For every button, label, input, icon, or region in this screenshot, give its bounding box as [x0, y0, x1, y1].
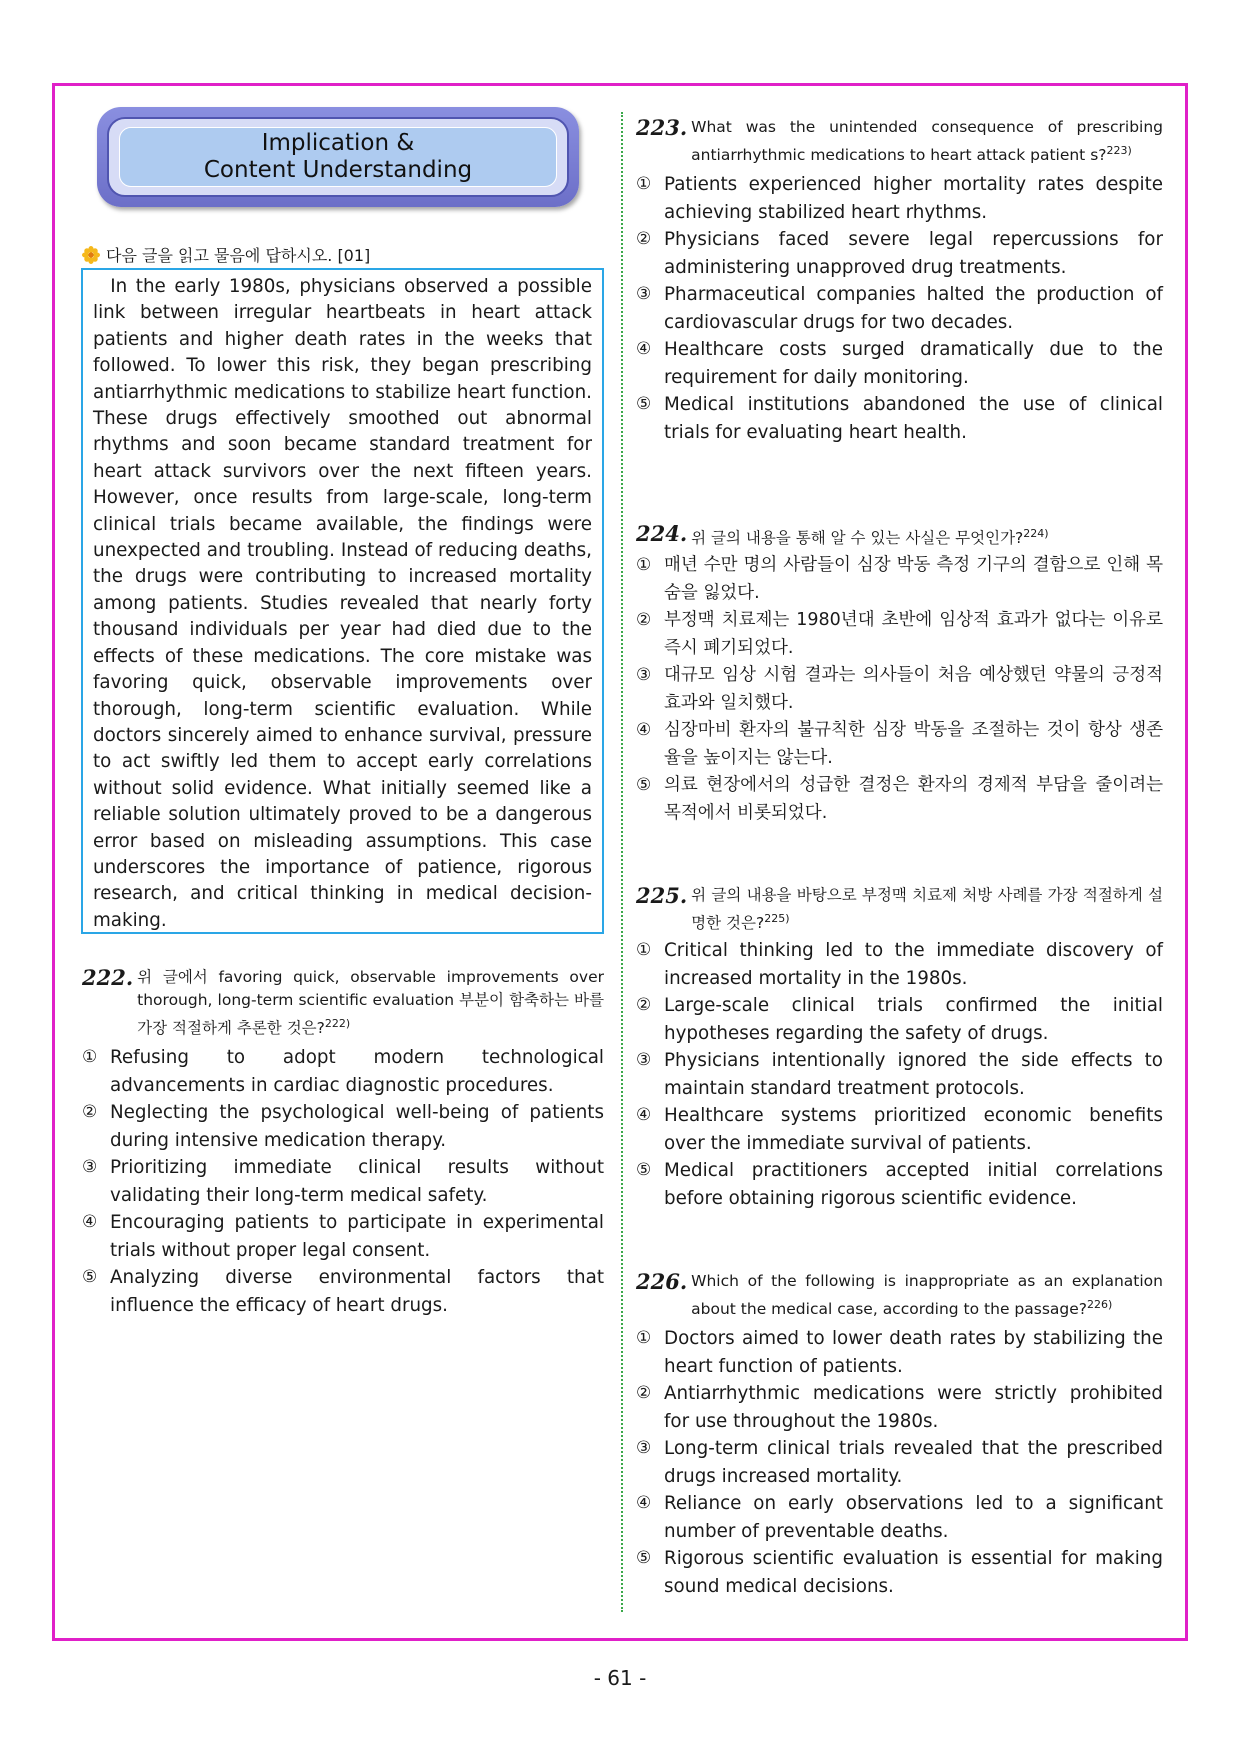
question-text: 위 글의 내용을 통해 알 수 있는 사실은 무엇인가? [691, 529, 1024, 548]
option-1[interactable]: ① Patients experienced higher mortality rates despite achieving stabilized heart rhythms. [636, 174, 1163, 223]
option-3[interactable]: ③ 대규모 임상 시험 결과는 의사들이 처음 예상했던 약물의 긍정적 효과와 일치했다. [636, 665, 1163, 713]
option-5[interactable]: ⑤ Rigorous scientific evaluation is essential for making sound medical decisions. [636, 1548, 1163, 1597]
section-title-line2: Content Understanding [203, 157, 473, 183]
question-224 [636, 522, 1163, 827]
question-222 [82, 966, 604, 1319]
option-3[interactable]: ③ Long-term clinical trials revealed that the prescribed drugs increased mortality. [636, 1438, 1163, 1487]
column-divider [621, 112, 623, 1612]
question-number: 223. [636, 115, 688, 140]
option-5[interactable]: ⑤ 의료 현장에서의 성급한 결정은 환자의 경제적 부담을 줄이려는 목적에서 비롯되었다. [636, 775, 1163, 823]
question-226 [636, 1270, 1163, 1600]
question-number: 224. [636, 521, 688, 546]
question-ref: 225) [764, 912, 790, 925]
question-ref: 224) [1023, 527, 1049, 540]
question-number: 226. [636, 1269, 688, 1294]
option-2[interactable]: ② 부정맥 치료제는 1980년대 초반에 임상적 효과가 없다는 이유로 즉시 폐기되었다. [636, 610, 1163, 658]
section-title-line1: Implication & [261, 130, 415, 156]
instruction [82, 243, 370, 266]
option-2[interactable]: ② Antiarrhythmic medications were strictly prohibited for use throughout the 1980s. [636, 1383, 1163, 1432]
option-5[interactable]: ⑤ Analyzing diverse environmental factors that influence the efficacy of heart drugs. [82, 1267, 604, 1316]
option-5[interactable]: ⑤ Medical institutions abandoned the use of clinical trials for evaluating heart health. [636, 394, 1163, 443]
option-4[interactable]: ④ Healthcare systems prioritized economic benefits over the immediate survival of patients. [636, 1105, 1163, 1154]
option-3[interactable]: ③ Pharmaceutical companies halted the production of cardiovascular drugs for two decades. [636, 284, 1163, 333]
option-4[interactable]: ④ Reliance on early observations led to a significant number of preventable deaths. [636, 1493, 1163, 1542]
page-number: - 61 - [593, 1666, 647, 1690]
option-4[interactable]: ④ Encouraging patients to participate in experimental trials without proper legal consent. [82, 1212, 604, 1261]
option-2[interactable]: ② Physicians faced severe legal repercussions for administering unapproved drug treatments. [636, 229, 1163, 278]
question-text: Which of the following is inappropriate as an explanation about the medical case, according to the passage? [691, 1272, 1163, 1319]
reading-passage: In the early 1980s, physicians observed a possible link between irregular heartbeats in heart attack patients and higher death rates in the weeks that followed. To lower this risk, they began prescribing antiarrhythmic medications to stabilize heart function. These drugs effectively smoothed out abnormal rhythms and soon became standard treatment for heart attack survivors over the next fifteen years. However, once results from large-scale, long-term clinical trials became available, the findings were unexpected and troubling. Instead of reducing deaths, the drugs were contributing to increased mortality among patients. Studies revealed that nearly forty thousand individuals per year had died due to the effects of these medications. The core mistake was favoring quick, observable improvements over thorough, long-term scientific evaluation. While doctors sincerely aimed to enhance survival, pressure to act swiftly led them to accept early correlations without solid evidence. What initially seemed like a reliable solution ultimately proved to be a dangerous error based on misleading assumptions. This case underscores the importance of patience, rigorous research, and critical thinking in medical decision-making. [81, 268, 604, 934]
option-3[interactable]: ③ Prioritizing immediate clinical results without validating their long-term medical safety. [82, 1157, 604, 1206]
option-2[interactable]: ② Neglecting the psychological well-being of patients during intensive medication therapy. [82, 1102, 604, 1151]
section-title-badge [97, 107, 579, 207]
option-3[interactable]: ③ Physicians intentionally ignored the side effects to maintain standard treatment protocols. [636, 1050, 1163, 1099]
option-1[interactable]: ① Doctors aimed to lower death rates by stabilizing the heart function of patients. [636, 1328, 1163, 1377]
question-number: 225. [636, 883, 688, 908]
option-1[interactable]: ① Refusing to adopt modern technological advancements in cardiac diagnostic procedures. [82, 1047, 604, 1096]
question-223 [636, 116, 1163, 446]
question-text: 위 글의 내용을 바탕으로 부정맥 치료제 처방 사례를 가장 적절하게 설명한 것은? [691, 886, 1163, 933]
question-text: 위 글에서 favoring quick, observable improvements over thorough, long-term scientific evaluation 부분이 함축하는 바를 가장 적절하게 추론한 것은? [137, 968, 604, 1038]
option-2[interactable]: ② Large-scale clinical trials confirmed the initial hypotheses regarding the safety of drugs. [636, 995, 1163, 1044]
option-4[interactable]: ④ 심장마비 환자의 불규칙한 심장 박동을 조절하는 것이 항상 생존율을 높이지는 않는다. [636, 720, 1163, 768]
option-4[interactable]: ④ Healthcare costs surged dramatically due to the requirement for daily monitoring. [636, 339, 1163, 388]
option-1[interactable]: ① 매년 수만 명의 사람들이 심장 박동 측정 기구의 결함으로 인해 목숨을 잃었다. [636, 555, 1163, 603]
question-225 [636, 884, 1163, 1212]
instruction-text: 다음 글을 읽고 물음에 답하시오. [01] [106, 246, 371, 265]
question-ref: 226) [1087, 1298, 1113, 1311]
option-5[interactable]: ⑤ Medical practitioners accepted initial correlations before obtaining rigorous scientific evidence. [636, 1160, 1163, 1209]
option-1[interactable]: ① Critical thinking led to the immediate discovery of increased mortality in the 1980s. [636, 940, 1163, 989]
question-number: 222. [82, 965, 134, 990]
question-ref: 222) [324, 1017, 351, 1030]
flower-icon [82, 246, 100, 264]
question-ref: 223) [1106, 144, 1132, 157]
question-text: What was the unintended consequence of prescribing antiarrhythmic medications to heart attack patient s? [691, 118, 1163, 165]
